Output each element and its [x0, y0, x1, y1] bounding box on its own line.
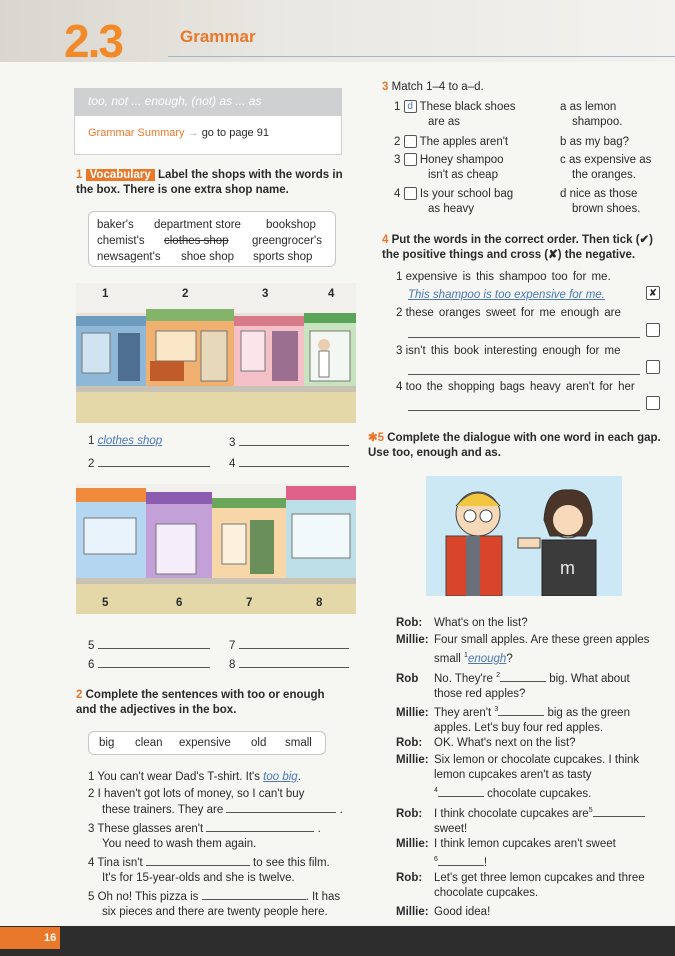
ex1-answer-4 [229, 455, 349, 472]
item-text: as heavy [428, 203, 475, 215]
ex2-item-5 [88, 889, 358, 920]
item-text: as my bag? [569, 136, 630, 148]
item-letter: b [560, 136, 567, 148]
answer-number: 8 [229, 659, 236, 671]
ex4-item-4 [396, 380, 635, 395]
item-text: these trainers. They are [102, 804, 224, 816]
word: sports shop [253, 251, 313, 263]
ex2-item-1 [88, 770, 353, 785]
ex3-left-3 [394, 153, 554, 183]
item-text: Oh no! This pizza is [97, 891, 199, 903]
speaker: Millie: [396, 706, 429, 719]
dialogue-text: They aren't [434, 706, 492, 719]
ex2-number: 2 [76, 689, 83, 701]
grammar-summary-box [74, 115, 342, 155]
answer-line[interactable] [593, 806, 645, 817]
ex2-instruction-text: Complete the sentences with too or enough and the adjectives in the box. [76, 689, 325, 716]
answer-number: 3 [229, 437, 236, 449]
dialogue-line-10 [396, 905, 490, 920]
dialogue-text: Six lemon or chocolate cupcakes. I think [434, 754, 640, 766]
answer-number: 7 [229, 640, 236, 652]
ex1-number: 1 [76, 169, 83, 181]
ex5-number: 5 [377, 432, 385, 444]
item-number: 2 [88, 788, 95, 800]
picture-number: 3 [262, 288, 269, 300]
star-icon: ✱ [368, 432, 378, 444]
answer-number: 4 [229, 458, 236, 470]
ex3-right-b [560, 135, 670, 150]
answer-line[interactable] [408, 410, 640, 411]
gap-number: 6 [434, 856, 438, 863]
speaker: Rob: [396, 807, 423, 820]
word: department store [154, 219, 241, 231]
item-text: six pieces and there are twenty people here. [102, 906, 328, 918]
item-number: 3 [88, 823, 95, 835]
tick-cross-checkbox[interactable] [646, 396, 660, 410]
ex2-item-3: 3 These glasses aren't . You need to wash them again. [88, 823, 321, 850]
gap-number: 4 [434, 787, 438, 794]
dialogue-text: I think chocolate cupcakes are [434, 807, 589, 820]
speaker: Millie: [396, 634, 429, 646]
ex3-left-1 [394, 100, 554, 130]
answer-line[interactable] [98, 656, 210, 668]
answer-box[interactable]: d [404, 100, 417, 113]
item-text: isn't as cheap [428, 169, 498, 181]
picture-number: 4 [328, 288, 335, 300]
ex3-right-c [560, 153, 675, 183]
item-number: 1 [394, 101, 401, 113]
arrow-icon: → [187, 127, 199, 139]
dialogue-text: lemon cupcakes aren't as tasty [434, 769, 592, 781]
answer-line[interactable] [98, 637, 210, 649]
ex1-answer-7 [229, 637, 349, 654]
answer-line[interactable] [202, 889, 306, 900]
item-number: 1 [88, 771, 95, 783]
word: bookshop [266, 219, 316, 231]
shops-picture-top [76, 283, 356, 423]
ex3-left-4 [394, 187, 554, 217]
item-text: I haven't got lots of money, so I can't buy [97, 788, 305, 800]
dialogue-text: big. What about [549, 672, 630, 685]
dialogue-text: Let's get three lemon cupcakes and three [434, 872, 645, 884]
item-number: 5 [88, 891, 95, 903]
item-number: 4 [396, 381, 403, 393]
answer-filled: clothes shop [97, 435, 163, 447]
ex1-answer-3 [229, 434, 349, 451]
picture-number: 2 [182, 288, 189, 300]
ex3-instruction-text: Match 1–4 to a–d. [391, 81, 484, 93]
item-number: 4 [394, 188, 401, 200]
answer-box[interactable] [404, 153, 417, 166]
ex3-instruction [382, 80, 484, 95]
answer-line[interactable] [408, 337, 640, 338]
dialogue-text: What's on the list? [434, 617, 528, 629]
item-text: as expensive as [568, 154, 652, 166]
word: small [285, 737, 312, 749]
svg-text:m: m [560, 558, 575, 578]
item-words: these oranges sweet for me enough are [405, 307, 621, 319]
ex4-item-1 [396, 270, 611, 285]
dialogue-text: I think lemon cupcakes aren't sweet [434, 838, 616, 850]
boy-and-girl-illustration [426, 476, 622, 596]
item-text: These black shoes [419, 101, 516, 113]
gap-number: 3 [494, 706, 499, 713]
answer-filled: too big [263, 771, 298, 783]
dialogue-text: Good idea! [434, 906, 491, 918]
item-words: isn't this book interesting enough for me [405, 345, 621, 357]
answer-line[interactable] [438, 786, 484, 797]
ex1-answer-8 [229, 656, 349, 673]
answer-filled: enough [467, 652, 507, 665]
ex1-answer-6 [88, 656, 210, 673]
vocabulary-tag: Vocabulary [86, 169, 155, 181]
ex2-item-4 [88, 855, 358, 886]
grammar-heading: too, not ... enough, (not) as ... as [88, 94, 262, 108]
item-text: as lemon [569, 101, 617, 113]
answer-line[interactable] [500, 671, 546, 682]
word: expensive [179, 737, 231, 749]
ex3-number: 3 [382, 81, 389, 93]
dialogue-text: chocolate cupcakes. [487, 787, 592, 800]
shop-fronts-illustration [76, 484, 356, 614]
dialogue-line-7 [396, 803, 672, 837]
dialogue-text: No. They're [434, 672, 493, 685]
item-text: These glasses aren't [97, 823, 204, 835]
dialogue-text: OK. What's next on the list? [434, 737, 576, 749]
picture-number: 5 [102, 597, 109, 609]
word: big [99, 737, 115, 749]
item-text: Tina isn't [97, 857, 143, 869]
section-title: Grammar [180, 27, 256, 46]
answer-line[interactable] [206, 821, 314, 832]
ex3-right-d [560, 187, 670, 217]
picture-number: 1 [102, 288, 109, 300]
header-rule [168, 56, 675, 57]
dialogue-text: Four small apples. Are these green apples [434, 634, 650, 646]
item-number: 4 [88, 857, 95, 869]
item-text: You need to wash them again. [102, 838, 257, 850]
footer-bar [0, 926, 675, 956]
answer-line[interactable] [226, 802, 336, 813]
dialogue-text: small [434, 652, 461, 665]
dialogue-line-8 [396, 837, 672, 871]
ex1-answer-1 [88, 434, 198, 449]
tick-cross-checkbox[interactable] [646, 323, 660, 337]
ex4-answer-1: This shampoo is too expensive for me. [408, 289, 605, 301]
grammar-summary-line[interactable] [88, 126, 269, 141]
ex5-instruction-text: Complete the dialogue with one word in each gap. Use too, enough and as. [368, 432, 661, 459]
item-text: are as [428, 116, 460, 128]
item-text: . It has [305, 891, 341, 903]
item-number: 3 [394, 154, 401, 166]
answer-line[interactable] [98, 455, 210, 467]
dialogue-line-9 [396, 871, 672, 901]
grammar-summary-label: Grammar Summary [88, 127, 185, 139]
dialogue-text: those red apples? [434, 687, 526, 700]
item-text: nice as those [569, 188, 638, 200]
item-text: The apples aren't [419, 136, 509, 148]
dialogue-text: big as the green [547, 706, 630, 719]
item-text: the oranges. [572, 169, 636, 181]
dialogue-text: ? [506, 652, 513, 665]
dialogue-text: ! [483, 856, 488, 869]
ex1-answer-5 [88, 637, 210, 654]
item-number: 2 [394, 136, 401, 148]
item-letter: c [560, 154, 566, 166]
ex3-left-2 [394, 135, 554, 150]
word: clean [135, 737, 163, 749]
dialogue-illustration [426, 476, 622, 596]
cross-checkbox[interactable]: ✘ [646, 286, 660, 300]
item-words: too the shopping bags heavy aren't for her [405, 381, 635, 393]
dialogue-line-6 [396, 753, 672, 802]
ex2-word-box [88, 731, 326, 755]
dialogue-text: apples. Let's buy four red apples. [434, 721, 604, 734]
item-number: 1 [396, 271, 403, 283]
tick-cross-checkbox[interactable] [646, 360, 660, 374]
word: greengrocer's [252, 235, 322, 247]
dialogue-line-4 [396, 702, 672, 736]
item-text: Honey shampoo [419, 154, 504, 166]
page-number: 16 [0, 927, 60, 949]
ex4-item-3 [396, 344, 621, 359]
answer-number: 2 [88, 458, 95, 470]
item-letter: d [560, 188, 567, 200]
ex1-instruction [76, 168, 344, 198]
word: shoe shop [181, 251, 235, 263]
speaker: Rob: [396, 872, 423, 884]
item-text: You can't wear Dad's T-shirt. It's [97, 771, 260, 783]
ex2-item-2: 2 I haven't got lots of money, so I can't buy these trainers. They are . [88, 788, 343, 816]
grammar-summary-page: go to page 91 [201, 127, 269, 139]
ex2-instruction [76, 688, 346, 718]
shop-fronts-illustration [76, 283, 356, 423]
gap-number: 5 [588, 807, 593, 814]
item-number: 2 [396, 307, 403, 319]
answer-box[interactable] [404, 135, 417, 148]
speaker: Rob [396, 672, 419, 685]
answer-number: 6 [88, 659, 95, 671]
dialogue-text: sweet! [434, 822, 468, 835]
grammar-heading-bar [74, 88, 342, 115]
picture-number: 8 [316, 597, 323, 609]
speaker: Millie: [396, 754, 429, 766]
speaker: Rob: [396, 617, 423, 629]
speaker: Millie: [396, 838, 429, 850]
ex3-right-a [560, 100, 670, 130]
item-text: It's for 15-year-olds and she is twelve. [102, 872, 295, 884]
shops-picture-bottom [76, 484, 356, 614]
dialogue-text: chocolate cupcakes. [434, 887, 539, 899]
answer-line[interactable] [408, 374, 640, 375]
dialogue-line-3 [396, 668, 672, 702]
speaker: Rob: [396, 737, 423, 749]
item-text: to see this film. [253, 857, 330, 869]
word: old [251, 737, 267, 749]
answer-line[interactable] [438, 855, 484, 866]
answer-box[interactable] [404, 187, 417, 200]
item-number: 3 [396, 345, 403, 357]
word-crossed-out: clothes shop [164, 235, 229, 247]
gap-number: 1 [464, 652, 468, 659]
answer-number: 1 [88, 435, 95, 447]
ex4-instruction-text: Put the words in the correct order. Then tick (✔) the positive things and cross (✘) the negative. [382, 234, 654, 261]
answer-line[interactable] [239, 455, 349, 467]
gap-number: 2 [496, 672, 500, 679]
picture-number: 6 [176, 597, 183, 609]
ex1-answer-2 [88, 455, 210, 472]
unit-number: 2.3 [64, 15, 122, 67]
item-text: shampoo. [572, 116, 623, 128]
item-letter: a [560, 101, 567, 113]
ex1-word-box [88, 211, 336, 267]
item-words: expensive is this shampoo too for me. [405, 271, 611, 283]
ex5-instruction [368, 431, 668, 461]
ex4-instruction [382, 233, 672, 263]
dialogue-line-1 [396, 616, 528, 631]
item-text: brown shoes. [572, 203, 641, 215]
item-text: . [297, 771, 301, 783]
word: newsagent's [97, 251, 161, 263]
word: baker's [97, 219, 134, 231]
ex1-instruction-text: Label the shops with the words in the box. There is one extra shop name. [76, 169, 343, 196]
ex4-item-2 [396, 306, 621, 321]
answer-line[interactable] [146, 855, 250, 866]
word: chemist's [97, 235, 145, 247]
speaker: Millie: [396, 906, 429, 918]
answer-line[interactable] [498, 705, 544, 716]
dialogue-line-5 [396, 736, 576, 751]
picture-number: 7 [246, 597, 253, 609]
answer-line[interactable] [239, 434, 349, 446]
ex4-number: 4 [382, 234, 389, 246]
item-text: Is your school bag [419, 188, 514, 200]
dialogue-line-2 [396, 633, 672, 667]
answer-number: 5 [88, 640, 95, 652]
answer-line[interactable] [239, 637, 349, 649]
answer-line[interactable] [239, 656, 349, 668]
